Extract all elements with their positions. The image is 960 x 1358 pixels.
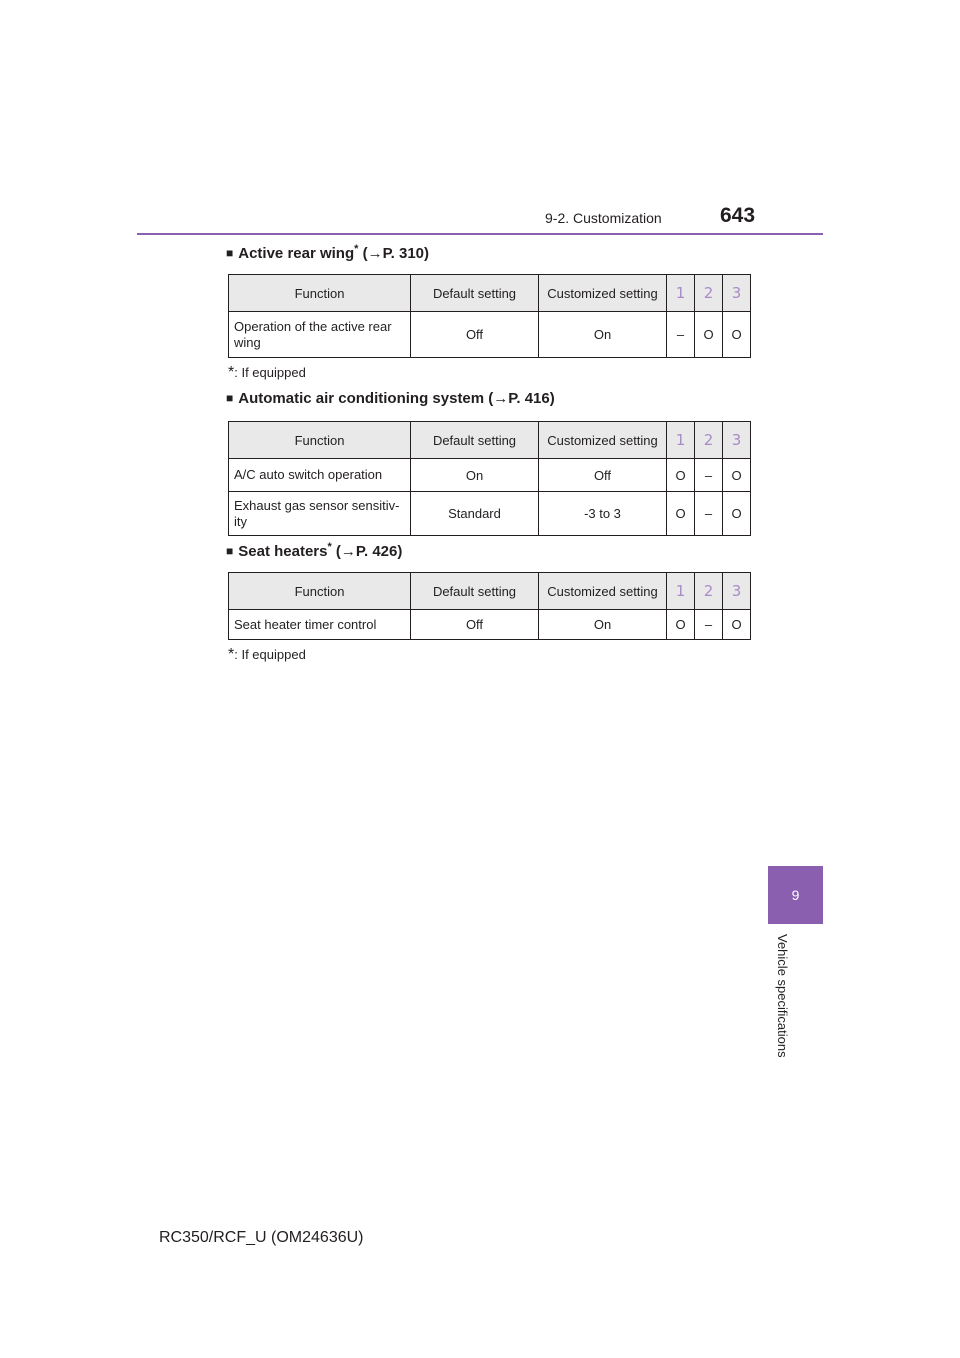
- table-row: [229, 492, 751, 536]
- page-reference[interactable]: P. 426: [355, 543, 398, 560]
- square-bullet-icon: ■: [226, 246, 234, 260]
- cell-custom: On: [539, 610, 667, 640]
- page-number: 643: [720, 204, 756, 227]
- cell-method-1: O: [667, 610, 695, 640]
- square-bullet-icon: ■: [226, 391, 234, 405]
- footnote: *: If equipped: [228, 646, 306, 663]
- table-header-row: [229, 573, 751, 610]
- page-reference[interactable]: P. 310: [382, 245, 425, 262]
- method-3-label: 3: [731, 283, 742, 302]
- cell-default: Off: [411, 610, 539, 640]
- cell-function: Seat heater timer control: [229, 610, 411, 640]
- section-title: Active rear wing: [238, 245, 355, 262]
- cell-function: Operation of the active rear wing: [229, 312, 411, 358]
- col-header-function: Function: [229, 422, 411, 459]
- table-row: [229, 610, 751, 640]
- cell-method-1: –: [667, 312, 695, 358]
- cell-default: On: [411, 459, 539, 492]
- method-2-label: 2: [703, 581, 714, 600]
- chapter-tab[interactable]: 9: [768, 866, 823, 924]
- col-header-method-3: [723, 573, 751, 610]
- col-header-method-1: [667, 275, 695, 312]
- cell-method-2: O: [695, 312, 723, 358]
- method-2-label: 2: [703, 283, 714, 302]
- cell-method-1: O: [667, 492, 695, 536]
- cell-method-3: O: [723, 312, 751, 358]
- cell-method-2: –: [695, 459, 723, 492]
- col-header-method-2: [695, 573, 723, 610]
- section-heading-seat-heaters: ■ Seat heaters* (→P. 426): [226, 541, 403, 560]
- star-mark: *: [354, 243, 359, 255]
- col-header-default: Default setting: [411, 275, 539, 312]
- footer-model-code: RC350/RCF_U (OM24636U): [159, 1229, 364, 1246]
- table-row: [229, 459, 751, 492]
- method-1-label: 1: [675, 581, 686, 600]
- table-header-row: [229, 422, 751, 459]
- method-3-label: 3: [731, 581, 742, 600]
- header-section-title: 9-2. Customization: [545, 210, 662, 226]
- method-2-label: 2: [703, 430, 714, 449]
- star-mark: *: [228, 646, 235, 663]
- col-header-default: Default setting: [411, 422, 539, 459]
- cell-method-2: –: [695, 492, 723, 536]
- cell-default: Standard: [411, 492, 539, 536]
- cell-method-2: –: [695, 610, 723, 640]
- table-header-row: [229, 275, 751, 312]
- col-header-function: Function: [229, 275, 411, 312]
- page-reference[interactable]: P. 416: [508, 390, 550, 407]
- square-bullet-icon: ■: [226, 544, 234, 558]
- col-header-function: Function: [229, 573, 411, 610]
- section-title: Seat heaters: [238, 543, 328, 560]
- cell-function: Exhaust gas sensor sensitiv-ity: [229, 492, 411, 536]
- footnote-text: If equipped: [241, 365, 306, 380]
- col-header-customized: Customized setting: [539, 422, 667, 459]
- arrow-right-icon: →: [493, 390, 509, 407]
- header-rule: [137, 233, 823, 235]
- footnote: *: If equipped: [228, 364, 306, 381]
- cell-default: Off: [411, 312, 539, 358]
- section-heading-active-rear-wing: ■ Active rear wing* (→P. 310): [226, 243, 430, 262]
- col-header-method-3: [723, 422, 751, 459]
- col-header-customized: Customized setting: [539, 573, 667, 610]
- cell-custom: -3 to 3: [539, 492, 667, 536]
- method-1-label: 1: [675, 430, 686, 449]
- customization-table-active-rear-wing: [228, 274, 751, 358]
- arrow-right-icon: →: [367, 245, 383, 262]
- col-header-customized: Customized setting: [539, 275, 667, 312]
- section-heading-auto-ac: ■ Automatic air conditioning system (→P. 416): [226, 390, 555, 407]
- customization-table-auto-ac: [228, 421, 751, 536]
- cell-custom: On: [539, 312, 667, 358]
- cell-method-3: O: [723, 459, 751, 492]
- footnote-text: If equipped: [241, 647, 306, 662]
- col-header-method-3: [723, 275, 751, 312]
- section-title: Automatic air conditioning system: [238, 390, 485, 407]
- cell-method-3: O: [723, 492, 751, 536]
- col-header-method-2: [695, 275, 723, 312]
- method-3-label: 3: [731, 430, 742, 449]
- method-1-label: 1: [675, 283, 686, 302]
- cell-method-3: O: [723, 610, 751, 640]
- cell-function: A/C auto switch operation: [229, 459, 411, 492]
- star-mark: *: [228, 364, 235, 381]
- star-mark: *: [327, 541, 332, 553]
- col-header-method-1: [667, 422, 695, 459]
- col-header-method-2: [695, 422, 723, 459]
- col-header-default: Default setting: [411, 573, 539, 610]
- chapter-tab-label: Vehicle specifications: [775, 934, 790, 1058]
- customization-table-seat-heaters: [228, 572, 751, 640]
- cell-method-1: O: [667, 459, 695, 492]
- arrow-right-icon: →: [340, 543, 356, 560]
- cell-custom: Off: [539, 459, 667, 492]
- table-row: [229, 312, 751, 358]
- col-header-method-1: [667, 573, 695, 610]
